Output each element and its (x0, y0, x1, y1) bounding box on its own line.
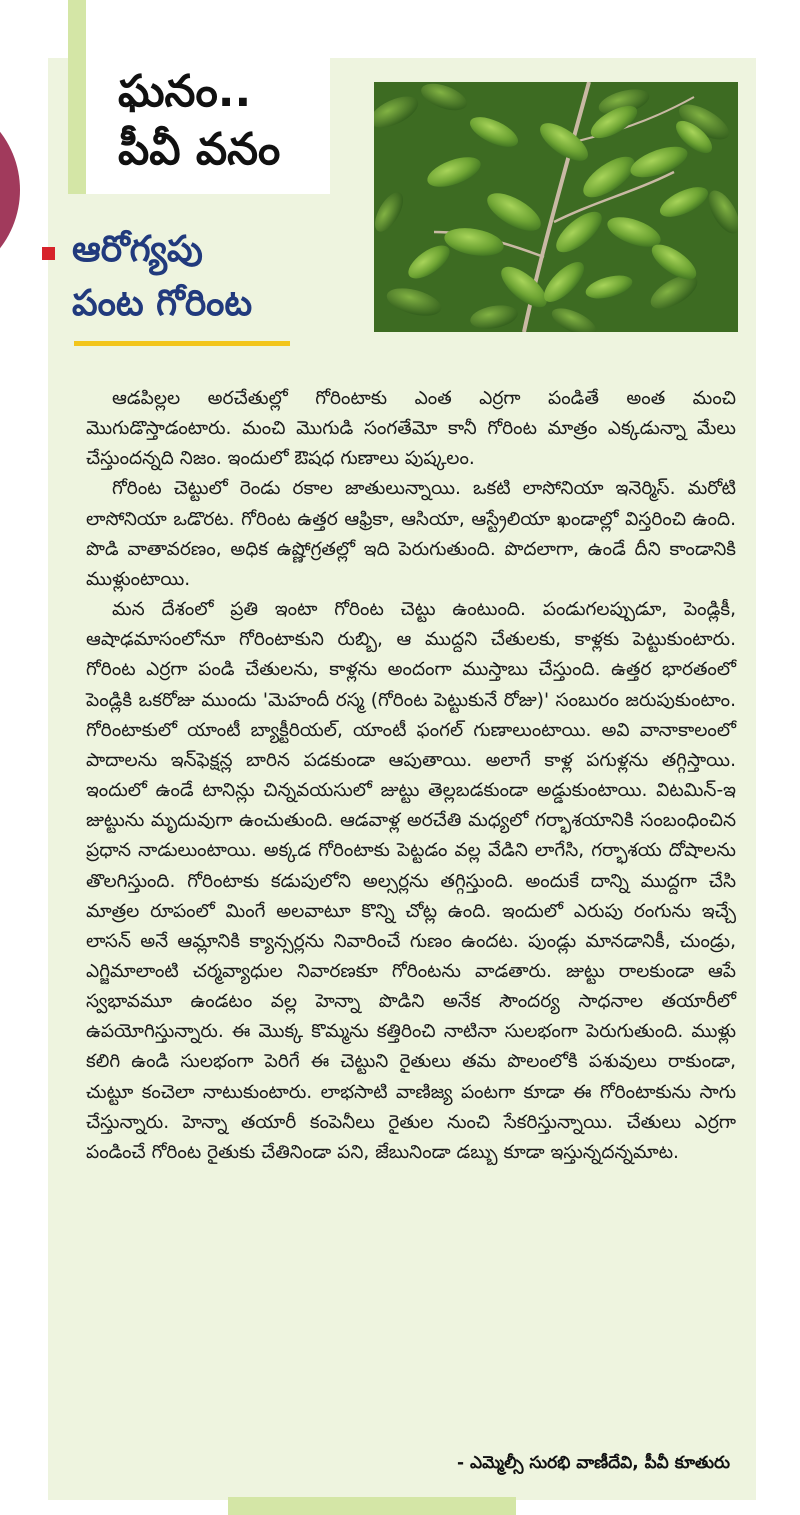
leaves-illustration (374, 82, 738, 332)
red-square-bullet-icon (42, 247, 55, 260)
body-paragraph-1: ఆడపిల్లల అరచేతుల్లో గోరింటాకు ఎంత ఎర్రగా పండితే అంత మంచి మొగుడొస్తాడంటారు. మంచి మొగుడి సంగతేమో కానీ గోరింట మాత్రం ఎక్కడున్నా మేలు చేస్తుందన్నది నిజం. ఇందులో ఔషధ గుణాలు పుష్కలం. (86, 388, 736, 470)
body-paragraph-3: మన దేశంలో ప్రతి ఇంటా గోరింట చెట్టు ఉంటుంది. పండుగలప్పుడూ, పెండ్లికీ, ఆషాఢమాసంలోనూ గోరింటాకుని రుబ్బి, ఆ ముద్దని చేతులకు, కాళ్లకు పెట్టుకుంటారు. గోరింట ఎర్రగా పండి చేతులను, కాళ్లను అందంగా ముస్తాబు చేస్తుంది. ఉత్తర భారతంలో పెండ్లికి ఒకరోజు ముందు 'మెహందీ రస్మ (గోరింట పెట్టుకునే రోజు)' సంబురం జరుపుకుంటాం. గోరింటాకులో యాంటీ బ్యాక్టీరియల్, యాంటీ ఫంగల్ గుణాలుంటాయి. అవి వానాకాలంలో పాదాలను ఇన్‌ఫెక్షన్ల బారిన పడకుండా ఆపుతాయి. అలాగే కాళ్ల పగుళ్లను తగ్గిస్తాయి. ఇందులో ఉండే టానిన్లు చిన్నవయసులో జుట్టు తెల్లబడకుండా అడ్డుకుంటాయి. విటమిన్-ఇ జుట్టును మృదువుగా ఉంచుతుంది. ఆడవాళ్ల అరచేతి మధ్యలో గర్భాశయానికి సంబంధించిన ప్రధాన నాడులుంటాయి. అక్కడ గోరింటాకు పెట్టడం వల్ల వేడిని లాగేసి, గర్భాశయ దోషాలను తొలగిస్తుంది. గోరింటాకు కడుపులోని అల్సర్లను తగ్గిస్తుంది. అందుకే దాన్ని ముద్దగా చేసి మాత్రల రూపంలో మింగే అలవాటూ కొన్ని చోట్ల ఉంది. ఇందులో ఎరుపు రంగును ఇచ్చే లాసన్ అనే ఆమ్లానికి క్యాన్సర్లను నివారించే గుణం ఉందట. పుండ్లు మానడానికీ, చుండ్రు, ఎగ్జిమాలాంటి చర్మవ్యాధుల నివారణకూ గోరింటను వాడతారు. జుట్టు రాలకుండా ఆపే స్వభావమూ ఉండటం వల్ల హెన్నా పొడిని అనేక సౌందర్య సాధనాల తయారీలో ఉపయోగిస్తున్నారు. ఈ మొక్క కొమ్మను కత్తిరించి నాటినా సులభంగా పెరుగుతుంది. ముళ్లు కలిగి ఉండి సులభంగా పెరిగే ఈ చెట్టుని రైతులు తమ పొలంలోకి పశువులు రాకుండా, చుట్టూ కంచెలా నాటుకుంటారు. లాభసాటి వాణిజ్య పంటగా కూడా ఈ గోరింటాకును సాగు చేస్తున్నారు. హెన్నా తయారీ కంపెనీలు రైతుల నుంచి సేకరిస్తున్నాయి. చేతులు ఎర్రగా పండించే గోరింట రైతుకు చేతినిండా పని, జేబునిండా డబ్బు కూడా ఇస్తున్నదన్నమాట. (86, 599, 736, 1163)
article-body (86, 384, 736, 1168)
decorative-maroon-circle (0, 95, 20, 285)
author-byline: - ఎమ్మెల్సీ సురభి వాణీదేవి, పీవీ కూతురు (457, 1453, 730, 1473)
headline-line-1: ఘనం.. (118, 66, 252, 117)
subheading-underline (74, 341, 290, 346)
subheading-line-1: ఆరోగ్యపు (72, 229, 203, 270)
subheading-line-2: పంట గోరింట (72, 283, 253, 324)
body-paragraph-2: గోరింట చెట్టులో రెండు రకాల జాతులున్నాయి. ఒకటి లాసోనియా ఇనెర్మిస్. మరోటి లాసోనియా ఒడొరట. గోరింట ఉత్తర ఆఫ్రికా, ఆసియా, ఆస్ట్రేలియా ఖండాల్లో విస్తరించి ఉంది. పొడి వాతావరణం, అధిక ఉష్ణోగ్రతల్లో ఇది పెరుగుతుంది. పొదలాగా, ఉండే దీని కాండానికి ముళ్లుంటాయి. (86, 478, 736, 590)
headline-line-2: పీవీ వనం (118, 124, 281, 175)
bottom-accent-bar (228, 1497, 516, 1515)
henna-plant-photo (374, 82, 738, 332)
